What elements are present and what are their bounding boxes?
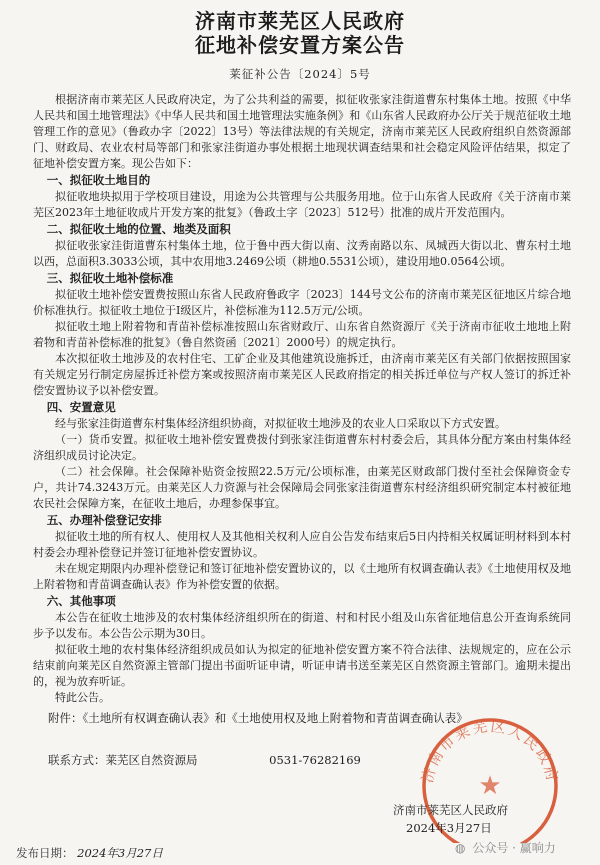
section-6-paragraph-1: 本公告在征收土地涉及的农村集体经济组织所在的街道、村和村民小组及山东省征地信息公开查询系统同步予以发布。本公告公示期为30日。 (33, 611, 571, 640)
publish-date (16, 845, 163, 861)
intro-paragraph: 根据济南市莱芜区人民政府决定，为了公共利益的需要，拟征收张家洼街道曹东村集体土地。按照《中华人民共和国土地管理法》《中华人民共和国土地管理法实施条例》和《山东省人民政府办公厅关于规范征收土地管理工作的意见》（鲁政办字〔2022〕13号）等法律法规的有关规定，济南市莱芜区人民政府组织自然资源部门、财政局、农业农村局等部门和张家洼街道办事处根据土地现状调查结果和社会稳定风险评估结果，拟定了征地补偿安置方案。现公告如下： (33, 93, 571, 170)
section-2-paragraph: 拟征收张家洼街道曹东村集体土地，位于鲁中西大街以南、汶秀南路以东、凤城西大街以北、曹东村土地以西，总面积3.3033公顷，其中农用地3.2469公顷（耕地0.5531公顷），建设用地0.0564公顷。 (33, 239, 571, 268)
document-number: 莱征补公告〔2024〕5号 (229, 67, 371, 81)
issue-date: 2024年3月27日 (406, 821, 492, 835)
issuer-name: 济南市莱芜区人民政府 (393, 803, 508, 817)
notice-body (33, 92, 571, 706)
contact-line (48, 752, 361, 768)
section-5-paragraph-2: 未在规定期限内办理补偿登记和签订征地补偿安置协议的，以《土地所有权调查确认表》《土地使用权及地上附着物和青苗调查确认表》作为补偿安置的依据。 (33, 562, 571, 591)
publish-date-handwritten: 2024年3月27日 (77, 846, 163, 860)
section-5-paragraph-1: 拟征收土地的所有权人、使用权人及其他相关权利人应自公告发布结束后5日内持相关权属证明材料到本村村委会办理补偿登记并签订征地补偿安置协议。 (33, 530, 571, 559)
section-6-heading: 六、其他事项 (46, 594, 116, 608)
section-6-paragraph-3: 特此公告。 (55, 691, 110, 704)
section-4-paragraph-3: （二）社会保障。社会保障补贴资金按照22.5万元/公顷标准，由莱芜区财政部门拨付至社会保障资金专户，共计74.3243万元。由莱芜区人力资源与社会保障局会同张家洼街道曹东村经济组织研究制定本村被征地农民社会保障方案，在征收土地后，办理参保事宜。 (33, 465, 571, 510)
section-4-paragraph-2: （一）货币安置。拟征收土地补偿安置费拨付到张家洼街道曹东村村委会后，其具体分配方案由村集体经济组织成员讨论决定。 (33, 433, 571, 462)
seal-text: 济南市莱芜区人民政府 (418, 717, 562, 785)
page-title-line1: 济南市莱芜区人民政府 (195, 9, 405, 33)
attachments-line: 附件：《土地所有权调查确认表》和《土地使用权及地上附着物和青苗调查确认表》 (48, 711, 468, 725)
contact-phone: 0531-76282169 (269, 753, 361, 767)
watermark (455, 839, 556, 856)
section-4-paragraph-1: 经与张家洼街道曹东村集体经济组织协商，对拟征收土地涉及的农业人口采取以下方式安置。 (55, 417, 506, 430)
section-6-paragraph-2: 拟征收土地的农村集体经济组织成员如认为拟定的征地补偿安置方案不符合法律、法规规定的，应在公示结束前向莱芜区自然资源主管部门提出书面听证申请，听证申请书送至莱芜区自然资源主管部门。逾期未提出的，视为放弃听证。 (33, 643, 571, 688)
section-2-heading: 二、拟征收土地的位置、地类及面积 (46, 222, 231, 236)
publish-date-label: 发布日期： (16, 846, 74, 860)
contact-label: 联系方式：莱芜区自然资源局 (48, 753, 198, 767)
page-title-line2: 征地补偿安置方案公告 (195, 33, 405, 57)
section-3-paragraph-1: 拟征收土地补偿安置费按照山东省人民政府鲁政字〔2023〕144号文公布的济南市莱芜区征地区片综合地价标准执行。拟征收土地位于Ⅰ级区片，补偿标准为112.5万元/公顷。 (33, 288, 571, 317)
section-3-heading: 三、拟征收土地补偿标准 (46, 271, 174, 285)
section-3-paragraph-3: 本次拟征收土地涉及的农村住宅、工矿企业及其他建筑设施拆迁，由济南市莱芜区有关部门依据按照国家有关规定另行制定房屋拆迁补偿方案或按照济南市莱芜区人民政府指定的相关拆迁单位与产权人签订的拆迁补偿安置协议予以补偿安置。 (33, 352, 571, 397)
section-4-heading: 四、安置意见 (46, 400, 116, 414)
seal-star-icon: ★ (478, 771, 502, 801)
section-1-paragraph: 拟征收地块拟用于学校项目建设，用途为公共管理与公共服务用地。位于山东省人民政府《关于济南市莱芜区2023年土地征收成片开发方案的批复》（鲁政土字〔2023〕512号）批准的成片开发范围内。 (33, 190, 571, 219)
section-3-paragraph-2: 拟征收土地上附着物和青苗补偿标准按照山东省财政厅、山东省自然资源厅《关于济南市征收土地地上附着物和青苗补偿标准的批复》（鲁自然资函〔2021〕2000号）的规定执行。 (33, 320, 571, 349)
wechat-icon: ◍ (455, 841, 466, 855)
section-5-heading: 五、办理补偿登记安排 (46, 513, 162, 527)
section-1-heading: 一、拟征收土地目的 (46, 173, 151, 187)
watermark-text: 公众号 · 赢响力 (472, 841, 556, 855)
